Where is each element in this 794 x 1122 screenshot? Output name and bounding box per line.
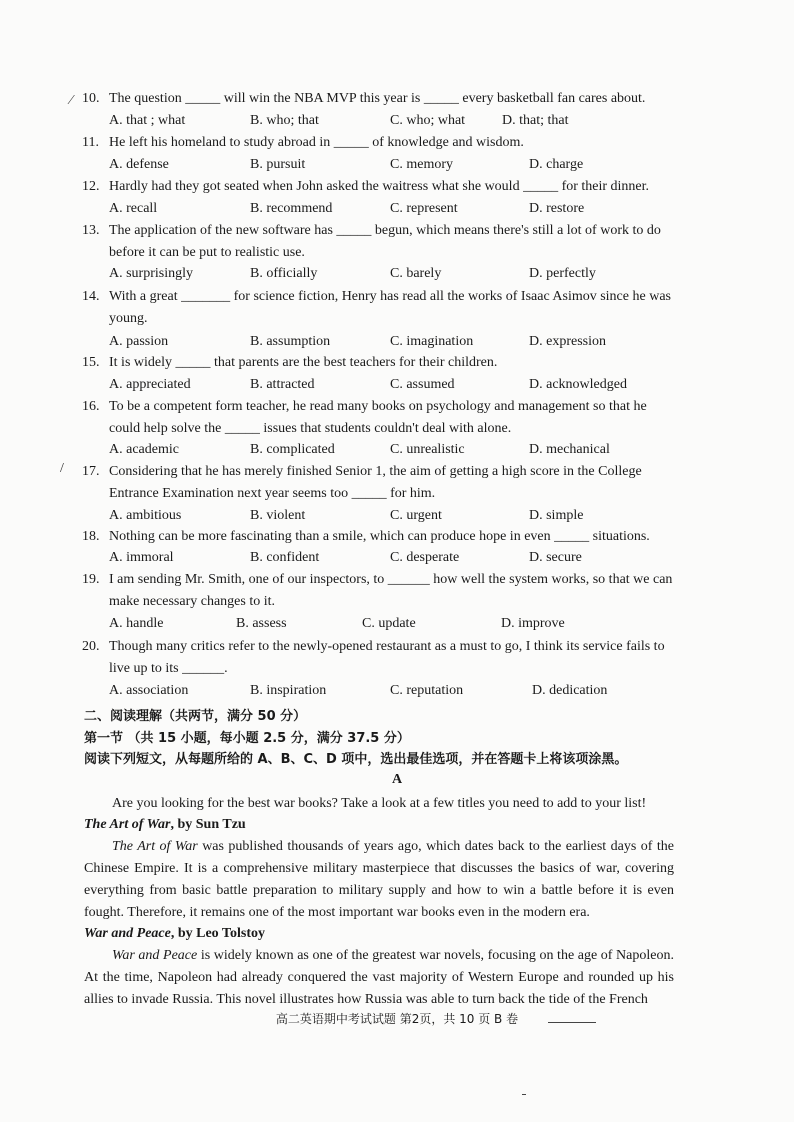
question-19: 19. I am sending Mr. Smith, one of our inspectors, to ______ how well the system works, so that we can [82, 572, 673, 587]
book2-text: is widely known as one of the greatest war novels, focusing on the age of Napoleon. At the time, Napoleon had already conquered the vast majority of Western Europe and rounded up his allies to invade Russia. This novel illustrates how Russia was able to turn back the tide of the French [84, 948, 674, 1007]
option-a: A. that ; what [109, 113, 186, 128]
book1-lead: The Art of War [112, 839, 198, 854]
option-c: C. who; what [390, 113, 466, 128]
option-b: B. confident [250, 550, 320, 565]
question-20: 20. Though many critics refer to the newly-opened restaurant as a must to go, I think its service fails to [82, 639, 665, 654]
book1-paragraph [84, 836, 674, 924]
option-d: D. secure [529, 550, 582, 565]
option-d: D. that; that [502, 113, 569, 128]
question-text: Though many critics refer to the newly-opened restaurant as a must to go, I think its service fails to [109, 639, 665, 654]
question-17: 17. Considering that he has merely finished Senior 1, the aim of getting a high score in the College [82, 464, 642, 479]
options-18 [109, 547, 684, 569]
options-15 [109, 374, 684, 396]
passage-letter: A [391, 772, 403, 787]
option-c: C. urgent [390, 508, 442, 523]
question-text-cont: Entrance Examination next year seems too _____ for him. [109, 486, 436, 501]
option-d: D. simple [529, 508, 584, 523]
scan-speck [522, 1094, 526, 1095]
question-text: It is widely _____ that parents are the best teachers for their children. [109, 355, 498, 370]
options-10 [109, 110, 684, 132]
question-text: The application of the new software has _____ begun, which means there's still a lot of work to do [109, 223, 661, 238]
pen-mark: ⁄ [70, 93, 73, 108]
option-c: C. unrealistic [390, 442, 465, 457]
option-d: D. expression [529, 334, 606, 349]
options-19 [109, 613, 684, 635]
option-d: D. dedication [532, 683, 608, 698]
question-10: 10. The question _____ will win the NBA MVP this year is _____ every basketball fan cares about. [82, 91, 646, 106]
option-c: C. imagination [390, 334, 474, 349]
option-a: A. ambitious [109, 508, 182, 523]
option-a: A. passion [109, 334, 169, 349]
option-c: C. desperate [390, 550, 460, 565]
section-instruction: 阅读下列短文，从每题所给的 A、B、C、D 项中，选出最佳选项，并在答题卡上将该项涂黑。 [84, 752, 628, 767]
question-text: He left his homeland to study abroad in _____ of knowledge and wisdom. [109, 135, 524, 150]
question-text-cont: make necessary changes to it. [109, 594, 275, 609]
options-12 [109, 198, 684, 220]
book1-heading [84, 815, 246, 835]
option-d: D. restore [529, 201, 585, 216]
option-c: C. memory [390, 157, 453, 172]
option-d: D. mechanical [529, 442, 610, 457]
question-text: The question _____ will win the NBA MVP this year is _____ every basketball fan cares about. [109, 91, 646, 106]
option-d: D. improve [501, 616, 565, 631]
question-text: I am sending Mr. Smith, one of our inspectors, to ______ how well the system works, so that we can [109, 572, 673, 587]
question-text-cont: young. [109, 311, 148, 326]
option-a: A. handle [109, 616, 164, 631]
book2-title: War and Peace [84, 926, 171, 941]
option-b: B. pursuit [250, 157, 306, 172]
question-text: Nothing can be more fascinating than a smile, which can produce hope in even _____ situations. [109, 529, 650, 544]
option-c: C. barely [390, 266, 442, 281]
option-a: A. association [109, 683, 189, 698]
option-a: A. recall [109, 201, 158, 216]
option-d: D. charge [529, 157, 584, 172]
option-b: B. complicated [250, 442, 335, 457]
question-text-cont: before it can be put to realistic use. [109, 245, 305, 260]
option-b: B. assess [236, 616, 287, 631]
question-16: 16. To be a competent form teacher, he read many books on psychology and management so that he [82, 399, 647, 414]
book2-lead: War and Peace [112, 948, 198, 963]
option-b: B. attracted [250, 377, 315, 392]
section-title: 二、阅读理解（共两节，满分 50 分） [84, 709, 307, 724]
page-footer: 高二英语期中考试试题 第2页，共 10 页 B 卷 [275, 1012, 519, 1026]
options-20 [109, 680, 684, 702]
question-12: 12. Hardly had they got seated when John asked the waitress what she would _____ for their dinner. [82, 179, 650, 194]
question-18: 18. Nothing can be more fascinating than a smile, which can produce hope in even _____ situations. [82, 529, 650, 544]
option-d: D. acknowledged [529, 377, 627, 392]
question-15: 15. It is widely _____ that parents are the best teachers for their children. [82, 355, 498, 370]
section-subtitle: 第一节 （共 15 小题，每小题 2.5 分，满分 37.5 分） [84, 731, 410, 746]
option-c: C. assumed [390, 377, 455, 392]
book1-text: was published thousands of years ago, which dates back to the earliest days of the Chinese Empire. It is a comprehensive military masterpiece that discusses the basics of war, covering everything from basic battle preparation to military supply and how to win a battle before it is even fought. Therefore, it remains one of the most important war books even in the modern era. [84, 839, 674, 920]
passage-intro: Are you looking for the best war books? Take a look at a few titles you need to add to your list! [112, 796, 647, 811]
question-text: To be a competent form teacher, he read many books on psychology and management so that he [109, 399, 647, 414]
option-c: C. update [362, 616, 416, 631]
option-b: B. who; that [250, 113, 319, 128]
option-b: B. inspiration [250, 683, 327, 698]
book2-paragraph [84, 945, 674, 1011]
options-11 [109, 154, 684, 176]
book2-heading [84, 924, 265, 944]
options-17 [109, 505, 684, 527]
options-13 [109, 263, 684, 285]
option-a: A. surprisingly [109, 266, 193, 281]
question-text-cont: live up to its ______. [109, 661, 228, 676]
option-a: A. appreciated [109, 377, 191, 392]
question-11: 11. He left his homeland to study abroad in _____ of knowledge and wisdom. [82, 135, 524, 150]
option-d: D. perfectly [529, 266, 596, 281]
question-13: 13. The application of the new software has _____ begun, which means there's still a lot of work to do [82, 223, 661, 238]
pen-mark: / [60, 461, 64, 476]
question-text-cont: could help solve the _____ issues that students couldn't deal with alone. [109, 421, 512, 436]
option-a: A. immoral [109, 550, 174, 565]
option-a: A. academic [109, 442, 179, 457]
footer-underline [548, 1022, 596, 1023]
book1-title: The Art of War [84, 817, 171, 832]
book1-author: , by Sun Tzu [170, 817, 246, 832]
options-14 [109, 331, 684, 353]
option-c: C. represent [390, 201, 458, 216]
option-b: B. violent [250, 508, 306, 523]
question-text: Hardly had they got seated when John asked the waitress what she would _____ for their dinner. [109, 179, 650, 194]
book2-author: , by Leo Tolstoy [170, 926, 265, 941]
option-b: B. assumption [250, 334, 331, 349]
option-a: A. defense [109, 157, 169, 172]
question-text: With a great _______ for science fiction, Henry has read all the works of Isaac Asimov since he was [109, 289, 671, 304]
option-b: B. officially [250, 266, 318, 281]
options-16 [109, 439, 684, 461]
question-14: 14. With a great _______ for science fiction, Henry has read all the works of Isaac Asimov since he was [82, 289, 671, 304]
question-text: Considering that he has merely finished Senior 1, the aim of getting a high score in the College [109, 464, 642, 479]
option-c: C. reputation [390, 683, 464, 698]
option-b: B. recommend [250, 201, 333, 216]
